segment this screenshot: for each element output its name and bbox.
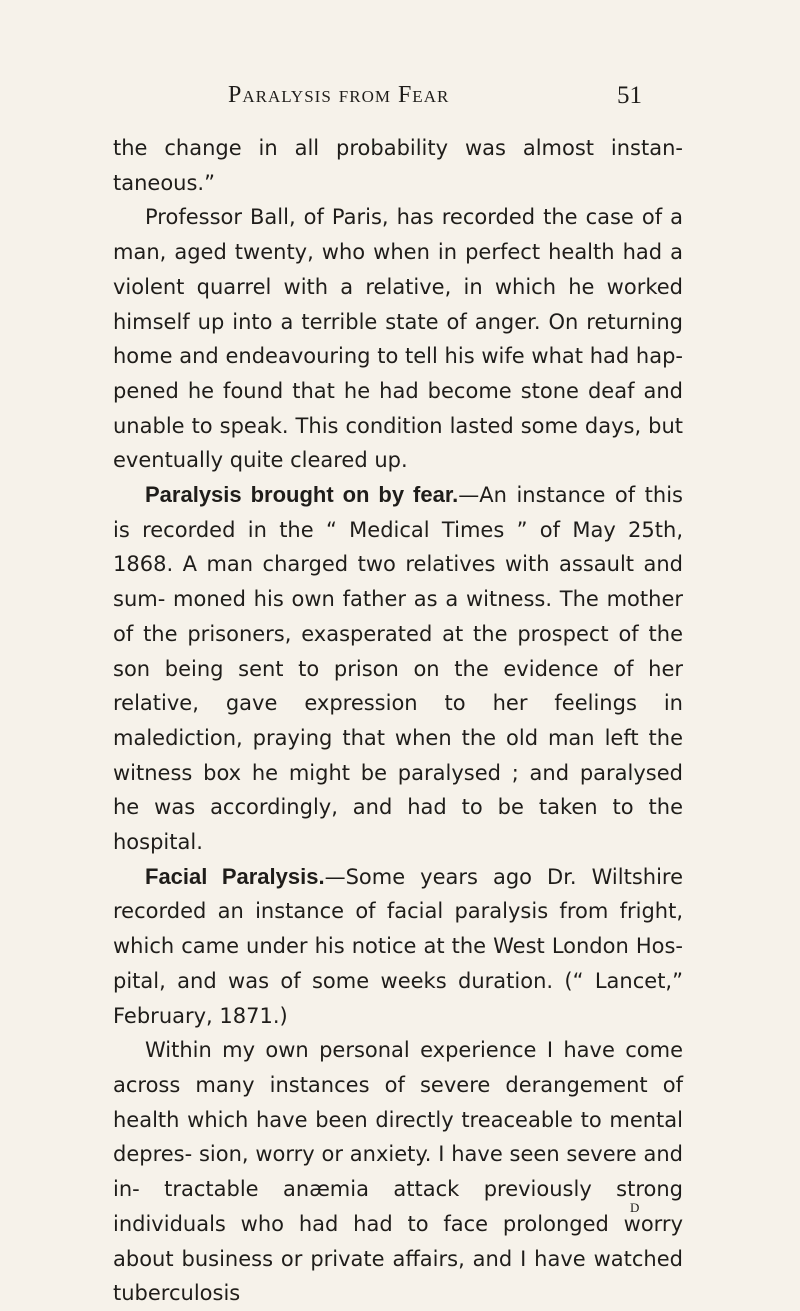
paragraph-3-text: —An instance of this is recorded in the “ Medical Times ” of May 25th, 1868. A man charged two relatives with assault and sum- moned his own father as a witness. The mother of the prisoners, exasperated at the prospect of the son being sent to prison on the evidence of her relative, gave expression to her feelings in malediction, praying that when the old man left the witness box he might be paralysed ; and paralysed he was accordingly, and had to be taken to the hospital.: [113, 483, 683, 855]
paragraph-2-text: Professor Ball, of Paris, has recorded the case of a man, aged twenty, who when in perfect health had a violent quarrel with a relative, in which he worked himself up into a terrible state of anger. On returning home and endeavouring to tell his wife what had hap- pened he found that he had become stone deaf and unable to speak. This condition lasted some days, but eventually quite cleared up.: [113, 205, 683, 473]
signature-mark: D: [630, 1200, 640, 1215]
paragraph-4: [113, 860, 683, 1034]
paragraph-1: [113, 131, 683, 200]
paragraph-5: [113, 1033, 683, 1311]
paragraph-3-heading: Paralysis brought on by fear.: [145, 482, 459, 508]
paragraph-3: [113, 478, 683, 860]
paragraph-5-text: Within my own personal experience I have come across many instances of severe derangement of health which have been directly treaceable to mental depres- sion, worry or anxiety. I have seen severe and in- tractable anæmia attack previously strong individuals who had had to face prolonged worry about business or private affairs, and I have watched tuberculosis: [113, 1038, 683, 1306]
running-head: Paralysis from Fear: [228, 82, 450, 108]
paragraph-4-text: —Some years ago Dr. Wiltshire recorded an instance of facial paralysis from fright, which came under his notice at the West London Hos- pital, and was of some weeks duration. (“ Lancet,” February, 1871.): [113, 864, 683, 1028]
page-number: 51: [617, 82, 642, 109]
paragraph-2: [113, 200, 683, 478]
body-text: [113, 131, 683, 1311]
paragraph-4-heading: Facial Paralysis.: [145, 863, 325, 889]
paragraph-1-text: the change in all probability was almost instan- taneous.”: [113, 136, 683, 195]
